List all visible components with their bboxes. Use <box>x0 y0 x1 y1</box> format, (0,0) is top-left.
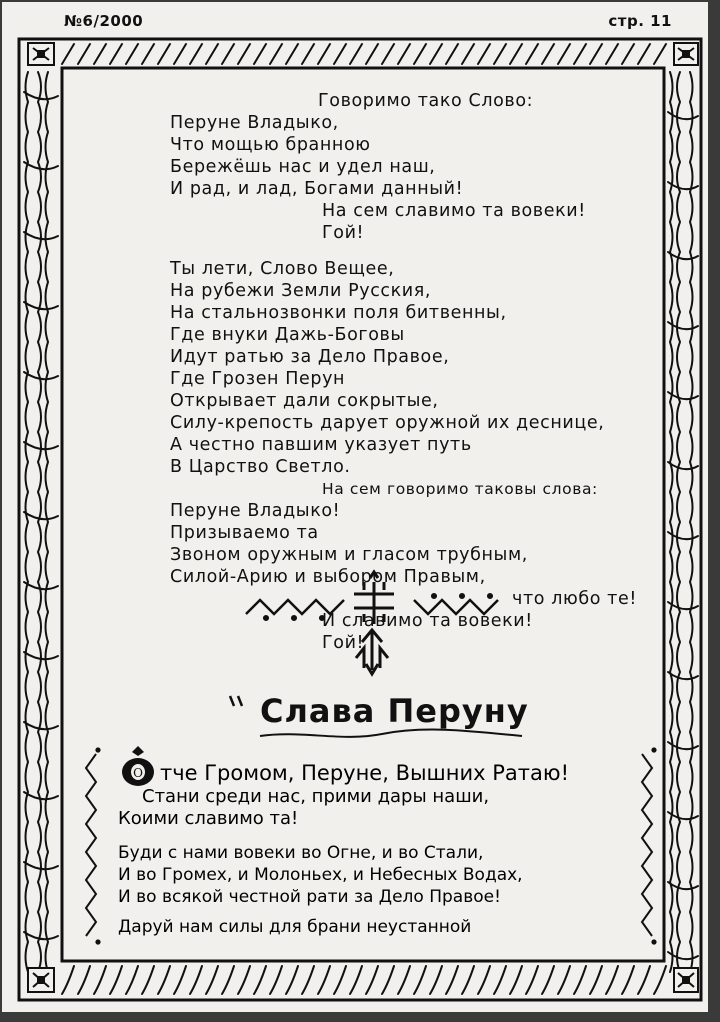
frame-grain-stroke <box>446 966 458 994</box>
frame-grain-stroke <box>286 44 298 64</box>
frame-grain-stroke <box>158 44 170 64</box>
frame-grain-stroke <box>350 44 362 64</box>
frame-grain-stroke <box>350 966 362 994</box>
frame-grain-stroke <box>110 44 122 64</box>
frame-grain-stroke <box>286 966 298 994</box>
frame-grain-stroke <box>638 44 650 64</box>
prayer-line: И во Громех, и Молоньех, и Небесных Водах, <box>118 865 523 885</box>
frame-grain-stroke <box>558 966 570 994</box>
page-number: стр. 11 <box>608 12 672 30</box>
frame-grain-stroke <box>26 72 29 972</box>
poem-line: Перуне Владыко! <box>170 501 341 521</box>
poem-line: Призываемо та <box>170 523 319 543</box>
frame-grain-stroke <box>206 966 218 994</box>
prayer-line: тче Громом, Перуне, Вышних Ратаю! <box>160 761 569 785</box>
frame-grain-stroke <box>238 966 250 994</box>
frame-grain-stroke <box>46 72 49 972</box>
frame-grain-stroke <box>622 44 634 64</box>
frame-grain-stroke <box>690 72 693 972</box>
frame-grain-stroke <box>510 44 522 64</box>
corner-ornament-bottom-right <box>674 968 698 992</box>
poem-line: И славимо та вовеки! <box>322 611 533 631</box>
frame-grain-stroke <box>270 44 282 64</box>
frame-grain-stroke <box>94 44 106 64</box>
frame-grain-stroke <box>318 44 330 64</box>
poem-line: Силой-Арию и выбором Правым, <box>170 567 486 587</box>
frame-grain-stroke <box>446 44 458 64</box>
frame-grain-stroke <box>366 966 378 994</box>
frame-grain-stroke <box>526 44 538 64</box>
poem-line: Бережёшь нас и удел наш, <box>170 157 436 177</box>
poem-line: Гой! <box>322 223 365 243</box>
frame-grain-stroke <box>382 966 394 994</box>
frame-grain-stroke <box>574 44 586 64</box>
corner-ornament-bottom-left <box>28 968 54 992</box>
frame-grain-stroke <box>638 966 650 994</box>
frame-grain-stroke <box>606 44 618 64</box>
section-title: Слава Перуну <box>260 692 529 730</box>
frame-grain-stroke <box>142 44 154 64</box>
frame-grain-stroke <box>414 44 426 64</box>
prayer-line: И во всякой честной рати за Дело Правое! <box>118 887 501 907</box>
frame-grain-stroke <box>222 966 234 994</box>
corner-ornament-top-left <box>28 43 54 65</box>
prayer-line: Стани среди нас, прими дары наши, <box>142 786 490 807</box>
poem-line: Силу-крепость дарует оружной их деснице, <box>170 413 605 433</box>
frame-grain-stroke <box>174 44 186 64</box>
frame-grain-stroke <box>126 44 138 64</box>
frame-grain-stroke <box>526 966 538 994</box>
poem-line: Где внуки Дажь-Боговы <box>170 325 405 345</box>
poem-line: Говоримо тако Слово: <box>318 91 534 111</box>
prayer-line: Буди с нами вовеки во Огне, и во Стали, <box>118 843 484 863</box>
dropcap-ornament <box>118 744 158 788</box>
frame-grain-stroke <box>254 44 266 64</box>
frame-grain-stroke <box>478 966 490 994</box>
poem-line: что любо те! <box>512 589 637 609</box>
frame-grain-stroke <box>670 72 673 972</box>
prayer-line: Коими славимо та! <box>118 808 299 829</box>
frame-grain-stroke <box>110 966 122 994</box>
frame-grain-stroke <box>174 966 186 994</box>
frame-grain-stroke <box>302 44 314 64</box>
poem-line: В Царство Светло. <box>170 457 351 477</box>
frame-grain-stroke <box>238 44 250 64</box>
poem-line: На рубежи Земли Русския, <box>170 281 432 301</box>
poem-line: Гой! <box>322 633 365 653</box>
frame-grain-stroke <box>334 966 346 994</box>
frame-grain-stroke <box>78 966 90 994</box>
frame-grain-stroke <box>414 966 426 994</box>
poem-line: Где Грозен Перун <box>170 369 346 389</box>
frame-grain-stroke <box>190 966 202 994</box>
frame-grain-stroke <box>62 44 74 64</box>
frame-grain-stroke <box>24 372 58 379</box>
frame-grain-stroke <box>510 966 522 994</box>
frame-grain-stroke <box>24 792 58 799</box>
frame-grain-stroke <box>158 966 170 994</box>
frame-grain-stroke <box>62 966 74 994</box>
frame-grain-stroke <box>94 966 106 994</box>
frame-grain-stroke <box>558 44 570 64</box>
frame-grain-stroke <box>542 966 554 994</box>
frame-grain-stroke <box>190 44 202 64</box>
frame-grain-stroke <box>462 44 474 64</box>
poem-line: И рад, и лад, Богами данный! <box>170 179 464 199</box>
frame-grain-stroke <box>606 966 618 994</box>
poem-line: На стальнозвонки поля битвенны, <box>170 303 507 323</box>
poem-line: На сем говоримо таковы слова: <box>322 480 598 498</box>
frame-grain-stroke <box>654 44 666 64</box>
poem-line: На сем славимо та вовеки! <box>322 201 586 221</box>
dropcap-letter: О <box>133 766 143 780</box>
frame-grain-stroke <box>24 582 58 589</box>
issue-number: №6/2000 <box>64 12 144 30</box>
frame-grain-stroke <box>622 966 634 994</box>
frame-grain-stroke <box>494 966 506 994</box>
frame-grain-stroke <box>382 44 394 64</box>
poem-line: Ты лети, Слово Вещее, <box>170 259 395 279</box>
frame-grain-stroke <box>318 966 330 994</box>
frame-grain-stroke <box>398 966 410 994</box>
poem-line: Идут ратью за Дело Правое, <box>170 347 450 367</box>
frame-grain-stroke <box>494 44 506 64</box>
corner-ornament-top-right <box>674 43 698 65</box>
frame-grain-stroke <box>542 44 554 64</box>
frame-grain-stroke <box>366 44 378 64</box>
frame-grain-stroke <box>206 44 218 64</box>
frame-grain-stroke <box>24 162 58 169</box>
frame-grain-stroke <box>478 44 490 64</box>
prayer-line: Даруй нам силы для брани неустанной <box>118 917 472 937</box>
poem-line: Что мощью бранною <box>170 135 371 155</box>
frame-grain-stroke <box>574 966 586 994</box>
poem-line: Перуне Владыко, <box>170 113 339 133</box>
frame-grain-stroke <box>430 44 442 64</box>
frame-grain-stroke <box>462 966 474 994</box>
frame-grain-stroke <box>654 966 666 994</box>
frame-grain-stroke <box>78 44 90 64</box>
frame-grain-stroke <box>398 44 410 64</box>
frame-grain-stroke <box>222 44 234 64</box>
frame-grain-stroke <box>590 966 602 994</box>
frame-grain-stroke <box>677 72 680 972</box>
frame-grain-stroke <box>254 966 266 994</box>
frame-grain-stroke <box>270 966 282 994</box>
page-sheet <box>2 2 708 1012</box>
frame-grain-stroke <box>430 966 442 994</box>
frame-grain-stroke <box>334 44 346 64</box>
poem-line: Открывает дали сокрытые, <box>170 391 439 411</box>
frame-grain-stroke <box>302 966 314 994</box>
frame-grain-stroke <box>126 966 138 994</box>
frame-grain-stroke <box>142 966 154 994</box>
frame-grain-stroke <box>38 72 41 972</box>
frame-grain-stroke <box>590 44 602 64</box>
poem-line: А честно павшим указует путь <box>170 435 472 455</box>
poem-line: Звоном оружным и гласом трубным, <box>170 545 528 565</box>
